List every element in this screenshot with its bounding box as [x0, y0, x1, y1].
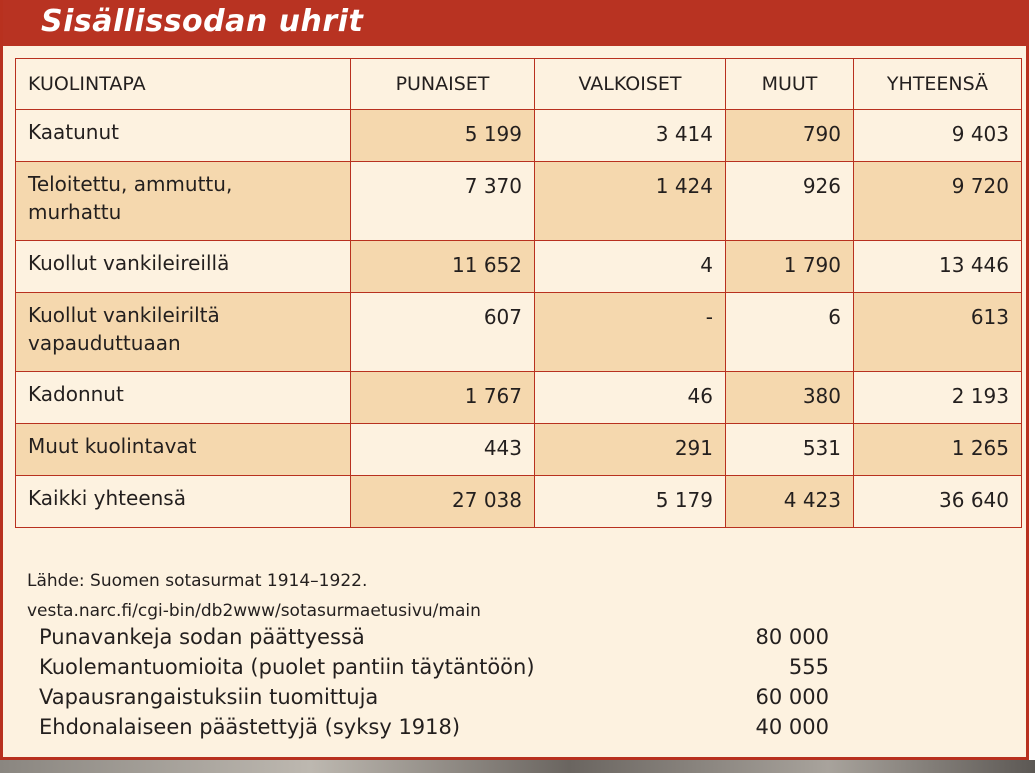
source-line: Lähde: Suomen sotasurmat 1914–1922.: [27, 571, 368, 591]
header-yhteensa: YHTEENSÄ: [854, 59, 1022, 110]
cell-valkoiset: -: [535, 293, 726, 372]
cell-valkoiset: 291: [535, 424, 726, 476]
stat-value: 555: [788, 655, 829, 679]
cell-punaiset: 443: [351, 424, 535, 476]
title-bar: [3, 0, 1032, 46]
source-url: vesta.narc.fi/cgi-bin/db2www/sotasurmaetusivu/main: [27, 601, 481, 621]
cell-yhteensa: 36 640: [854, 476, 1022, 528]
table-header-row: [16, 59, 1022, 110]
cell-valkoiset: 4: [535, 241, 726, 293]
right-margin: [1029, 0, 1035, 760]
cell-yhteensa: 2 193: [854, 372, 1022, 424]
row-label: Kaikki yhteensä: [16, 476, 351, 528]
cell-muut: 4 423: [726, 476, 854, 528]
row-label: Kadonnut: [16, 372, 351, 424]
cell-muut: 6: [726, 293, 854, 372]
row-label: Teloitettu, ammuttu, murhattu: [16, 162, 351, 241]
table-row: [16, 110, 1022, 162]
cell-valkoiset: 1 424: [535, 162, 726, 241]
cell-yhteensa: 613: [854, 293, 1022, 372]
cell-yhteensa: 9 403: [854, 110, 1022, 162]
row-label: Muut kuolintavat: [16, 424, 351, 476]
stat-label: Kuolemantuomioita (puolet pantiin täytäntöön): [39, 655, 535, 679]
cell-punaiset: 11 652: [351, 241, 535, 293]
stat-value: 60 000: [755, 685, 829, 709]
cell-yhteensa: 13 446: [854, 241, 1022, 293]
cell-punaiset: 1 767: [351, 372, 535, 424]
stat-row: [39, 682, 829, 712]
cell-punaiset: 7 370: [351, 162, 535, 241]
stat-row: [39, 712, 829, 742]
background-photo-strip: [0, 760, 1035, 773]
page-title: Sisällissodan uhrit: [41, 4, 364, 39]
table-row: [16, 162, 1022, 241]
header-kuolintapa: KUOLINTAPA: [16, 59, 351, 110]
stat-value: 40 000: [755, 715, 829, 739]
cell-punaiset: 27 038: [351, 476, 535, 528]
cell-muut: 531: [726, 424, 854, 476]
table-row: [16, 476, 1022, 528]
stat-value: 80 000: [755, 625, 829, 649]
stat-label: Punavankeja sodan päättyessä: [39, 625, 365, 649]
cell-yhteensa: 1 265: [854, 424, 1022, 476]
row-label: Kuollut vankileiriltä vapauduttuaan: [16, 293, 351, 372]
row-label: Kaatunut: [16, 110, 351, 162]
stat-row: [39, 622, 829, 652]
stat-label: Vapausrangaistuksiin tuomittuja: [39, 685, 379, 709]
cell-valkoiset: 5 179: [535, 476, 726, 528]
cell-muut: 926: [726, 162, 854, 241]
header-valkoiset: VALKOISET: [535, 59, 726, 110]
cell-muut: 380: [726, 372, 854, 424]
cell-valkoiset: 3 414: [535, 110, 726, 162]
table-row: [16, 241, 1022, 293]
cell-valkoiset: 46: [535, 372, 726, 424]
cell-muut: 1 790: [726, 241, 854, 293]
cell-muut: 790: [726, 110, 854, 162]
header-muut: MUUT: [726, 59, 854, 110]
row-label: Kuollut vankileireillä: [16, 241, 351, 293]
casualties-table: [15, 58, 1022, 528]
stat-row: [39, 652, 829, 682]
table-row: [16, 424, 1022, 476]
cell-punaiset: 5 199: [351, 110, 535, 162]
cell-punaiset: 607: [351, 293, 535, 372]
source-note: [27, 566, 481, 626]
cell-yhteensa: 9 720: [854, 162, 1022, 241]
stat-label: Ehdonalaiseen päästettyjä (syksy 1918): [39, 715, 461, 739]
table-row: [16, 372, 1022, 424]
stats-list: [39, 622, 829, 742]
table-row: [16, 293, 1022, 372]
header-punaiset: PUNAISET: [351, 59, 535, 110]
